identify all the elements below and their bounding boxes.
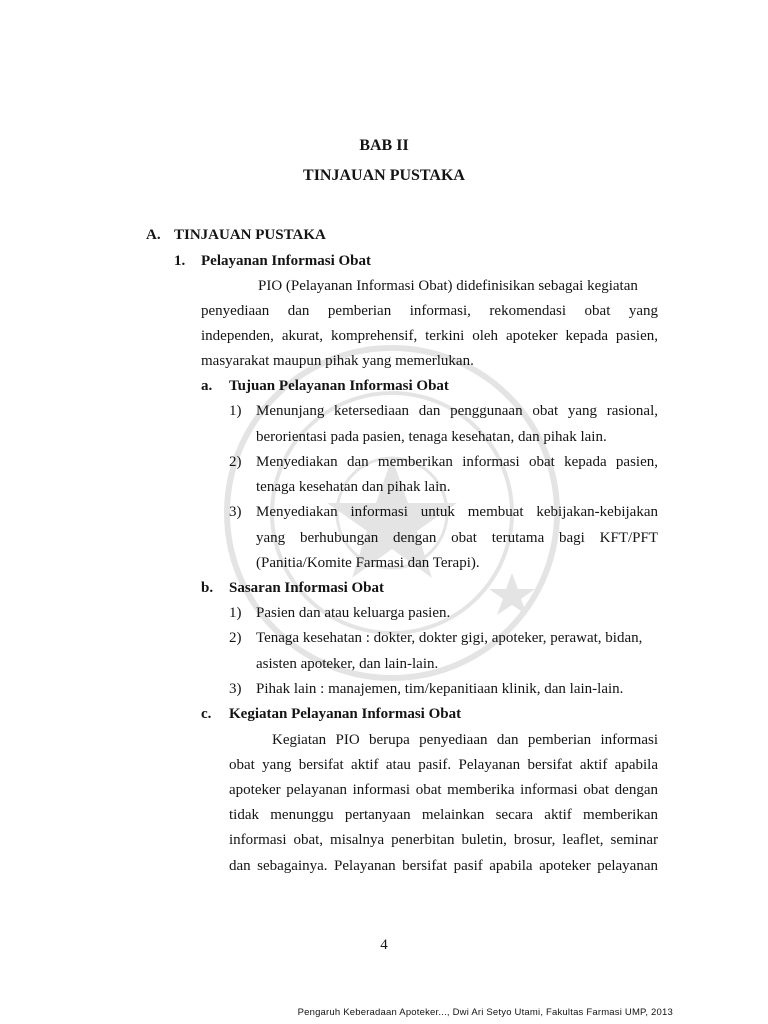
page-number: 4 xyxy=(380,937,388,953)
sub-c-marker: c. xyxy=(201,706,212,722)
sub1-title: Pelayanan Informasi Obat xyxy=(201,253,372,269)
sub-b-marker: b. xyxy=(201,580,214,596)
list-item-line: Menunjang ketersediaan dan penggunaan obat yang rasional, xyxy=(256,403,658,419)
sub-a-marker: a. xyxy=(201,378,213,394)
list-number: 2) xyxy=(229,630,242,646)
section-a-title: TINJAUAN PUSTAKA xyxy=(174,227,326,243)
sub1-para-line: independen, akurat, komprehensif, terkini oleh apoteker kepada pasien, xyxy=(201,328,658,344)
sub-c-para-line: tidak menunggu pertanyaan melainkan secara aktif memberikan xyxy=(229,807,658,823)
list-number: 1) xyxy=(229,403,242,419)
sub-c-para-line: Kegiatan PIO berupa penyediaan dan pemberian informasi xyxy=(272,732,658,748)
sub1-para-line: penyediaan dan pemberian informasi, rekomendasi obat yang xyxy=(201,303,658,319)
list-item-line: Tenaga kesehatan : dokter, dokter gigi, apoteker, perawat, bidan, xyxy=(256,630,643,646)
page-footer: Pengaruh Keberadaan Apoteker..., Dwi Ari Setyo Utami, Fakultas Farmasi UMP, 2013 xyxy=(297,1007,673,1018)
list-item-line: yang berhubungan dengan obat terutama bagi KFT/PFT xyxy=(256,530,658,546)
sub-c-para-line: apoteker pelayanan informasi obat memberika informasi obat dengan xyxy=(229,782,658,798)
list-number: 1) xyxy=(229,605,242,621)
sub-b-title: Sasaran Informasi Obat xyxy=(229,580,385,596)
list-item-line: Menyediakan informasi untuk membuat kebijakan-kebijakan xyxy=(256,504,658,520)
section-a-marker: A. xyxy=(146,227,161,243)
list-item-line: Pasien dan atau keluarga pasien. xyxy=(256,605,451,621)
list-item-line: tenaga kesehatan dan pihak lain. xyxy=(256,479,451,495)
list-item-line: Pihak lain : manajemen, tim/kepanitiaan klinik, dan lain-lain. xyxy=(256,681,624,697)
sub1-para-line: PIO (Pelayanan Informasi Obat) didefinisikan sebagai kegiatan xyxy=(258,278,638,294)
sub-a-title: Tujuan Pelayanan Informasi Obat xyxy=(229,378,449,394)
sub1-marker: 1. xyxy=(174,253,186,269)
list-item-line: berorientasi pada pasien, tenaga kesehatan, dan pihak lain. xyxy=(256,429,607,445)
sub-c-para-line: obat yang bersifat aktif atau pasif. Pelayanan bersifat aktif apabila xyxy=(229,757,658,773)
sub1-para-line: masyarakat maupun pihak yang memerlukan. xyxy=(201,353,474,369)
chapter-title: TINJAUAN PUSTAKA xyxy=(303,167,465,184)
sub-c-title: Kegiatan Pelayanan Informasi Obat xyxy=(229,706,462,722)
list-number: 2) xyxy=(229,454,242,470)
list-item-line: (Panitia/Komite Farmasi dan Terapi). xyxy=(256,555,480,571)
list-number: 3) xyxy=(229,681,242,697)
sub-c-para-line: informasi obat, misalnya penerbitan buletin, brosur, leaflet, seminar xyxy=(229,832,658,848)
chapter-label: BAB II xyxy=(359,137,409,154)
list-number: 3) xyxy=(229,504,242,520)
list-item-line: asisten apoteker, dan lain-lain. xyxy=(256,656,439,672)
sub-c-para-line: dan sebagainya. Pelayanan bersifat pasif apabila apoteker pelayanan xyxy=(229,858,658,874)
list-item-line: Menyediakan dan memberikan informasi obat kepada pasien, xyxy=(256,454,658,470)
